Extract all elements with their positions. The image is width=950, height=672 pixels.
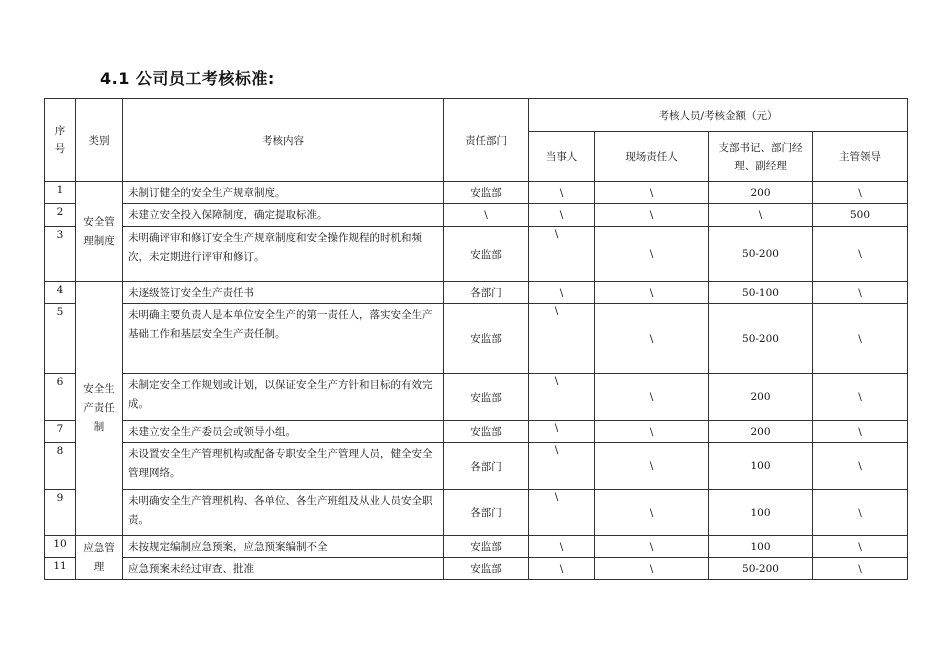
row-leader: \ — [813, 421, 908, 443]
row-leader: 500 — [813, 204, 908, 227]
row-leader: \ — [813, 490, 908, 536]
row-seq: 11 — [45, 558, 76, 580]
row-onsite: \ — [595, 490, 709, 536]
header-department: 责任部门 — [444, 99, 529, 182]
row-department: 各部门 — [444, 490, 529, 536]
category-cell: 安全管理制度 — [76, 182, 123, 282]
row-department: 安监部 — [444, 374, 529, 421]
row-onsite: \ — [595, 558, 709, 580]
row-seq: 9 — [45, 490, 76, 536]
row-seq: 6 — [45, 374, 76, 421]
row-secretary: 50-100 — [709, 282, 813, 304]
row-party: \ — [529, 204, 595, 227]
row-content: 未逐级签订安全生产责任书 — [123, 282, 444, 304]
table-row — [45, 304, 908, 374]
row-department: 安监部 — [444, 182, 529, 204]
row-party: \ — [529, 304, 595, 374]
row-party: \ — [529, 182, 595, 204]
row-party: \ — [529, 443, 595, 490]
row-party: \ — [529, 374, 595, 421]
row-department: 安监部 — [444, 536, 529, 558]
row-department: \ — [444, 204, 529, 227]
assessment-table — [44, 98, 908, 580]
table-row — [45, 558, 908, 580]
row-content: 未明确安全生产管理机构、各单位、各生产班组及从业人员安全职责。 — [123, 490, 444, 536]
header-category: 类别 — [76, 99, 123, 182]
row-onsite: \ — [595, 536, 709, 558]
row-content: 未建立安全投入保障制度，确定提取标准。 — [123, 204, 444, 227]
row-content: 应急预案未经过审查、批准 — [123, 558, 444, 580]
row-seq: 1 — [45, 182, 76, 204]
row-leader: \ — [813, 374, 908, 421]
category-cell: 应急管理 — [76, 536, 123, 580]
row-seq: 2 — [45, 204, 76, 227]
row-party: \ — [529, 227, 595, 282]
header-secretary: 支部书记、部门经理、副经理 — [709, 132, 813, 182]
row-secretary: 100 — [709, 490, 813, 536]
header-row-1 — [45, 99, 908, 132]
row-content: 未制订健全的安全生产规章制度。 — [123, 182, 444, 204]
row-leader: \ — [813, 227, 908, 282]
row-seq: 7 — [45, 421, 76, 443]
row-onsite: \ — [595, 421, 709, 443]
header-party: 当事人 — [529, 132, 595, 182]
row-content: 未明确评审和修订安全生产规章制度和安全操作规程的时机和频次，未定期进行评审和修订。 — [123, 227, 444, 282]
table-row — [45, 204, 908, 227]
table-row — [45, 536, 908, 558]
row-party: \ — [529, 558, 595, 580]
header-leader: 主管领导 — [813, 132, 908, 182]
row-content: 未按规定编制应急预案，应急预案编制不全 — [123, 536, 444, 558]
header-seq: 序号 — [45, 99, 76, 182]
row-party: \ — [529, 490, 595, 536]
section-heading: 4.1 公司员工考核标准: — [100, 69, 275, 88]
row-onsite: \ — [595, 374, 709, 421]
row-leader: \ — [813, 443, 908, 490]
row-secretary: 200 — [709, 374, 813, 421]
table-row — [45, 227, 908, 282]
row-party: \ — [529, 421, 595, 443]
row-leader: \ — [813, 282, 908, 304]
row-department: 安监部 — [444, 558, 529, 580]
row-seq: 5 — [45, 304, 76, 374]
table-row — [45, 490, 908, 536]
table-row — [45, 374, 908, 421]
row-onsite: \ — [595, 204, 709, 227]
header-onsite: 现场责任人 — [595, 132, 709, 182]
row-secretary: 200 — [709, 421, 813, 443]
row-party: \ — [529, 282, 595, 304]
row-seq: 10 — [45, 536, 76, 558]
row-content: 未建立安全生产委员会或领导小组。 — [123, 421, 444, 443]
table-row — [45, 443, 908, 490]
row-content: 未制定安全工作规划或计划，以保证安全生产方针和目标的有效完成。 — [123, 374, 444, 421]
row-onsite: \ — [595, 182, 709, 204]
row-seq: 8 — [45, 443, 76, 490]
row-secretary: 50-200 — [709, 558, 813, 580]
row-department: 各部门 — [444, 282, 529, 304]
table-row — [45, 421, 908, 443]
row-leader: \ — [813, 536, 908, 558]
row-seq: 4 — [45, 282, 76, 304]
row-department: 安监部 — [444, 227, 529, 282]
row-leader: \ — [813, 558, 908, 580]
row-secretary: 200 — [709, 182, 813, 204]
row-secretary: 50-200 — [709, 304, 813, 374]
row-content: 未设置安全生产管理机构或配备专职安全生产管理人员，健全安全管理网络。 — [123, 443, 444, 490]
row-onsite: \ — [595, 282, 709, 304]
row-onsite: \ — [595, 443, 709, 490]
header-assessment-group: 考核人员/考核金额（元） — [529, 99, 908, 132]
row-seq: 3 — [45, 227, 76, 282]
row-party: \ — [529, 536, 595, 558]
row-leader: \ — [813, 304, 908, 374]
header-content: 考核内容 — [123, 99, 444, 182]
row-department: 各部门 — [444, 443, 529, 490]
table-row — [45, 182, 908, 204]
row-onsite: \ — [595, 304, 709, 374]
row-secretary: 100 — [709, 536, 813, 558]
row-content: 未明确主要负责人是本单位安全生产的第一责任人，落实安全生产基础工作和基层安全生产责任制。 — [123, 304, 444, 374]
row-department: 安监部 — [444, 421, 529, 443]
row-secretary: \ — [709, 204, 813, 227]
row-secretary: 50-200 — [709, 227, 813, 282]
row-onsite: \ — [595, 227, 709, 282]
row-leader: \ — [813, 182, 908, 204]
category-cell: 安全生产责任制 — [76, 282, 123, 536]
table-row — [45, 282, 908, 304]
row-department: 安监部 — [444, 304, 529, 374]
row-secretary: 100 — [709, 443, 813, 490]
